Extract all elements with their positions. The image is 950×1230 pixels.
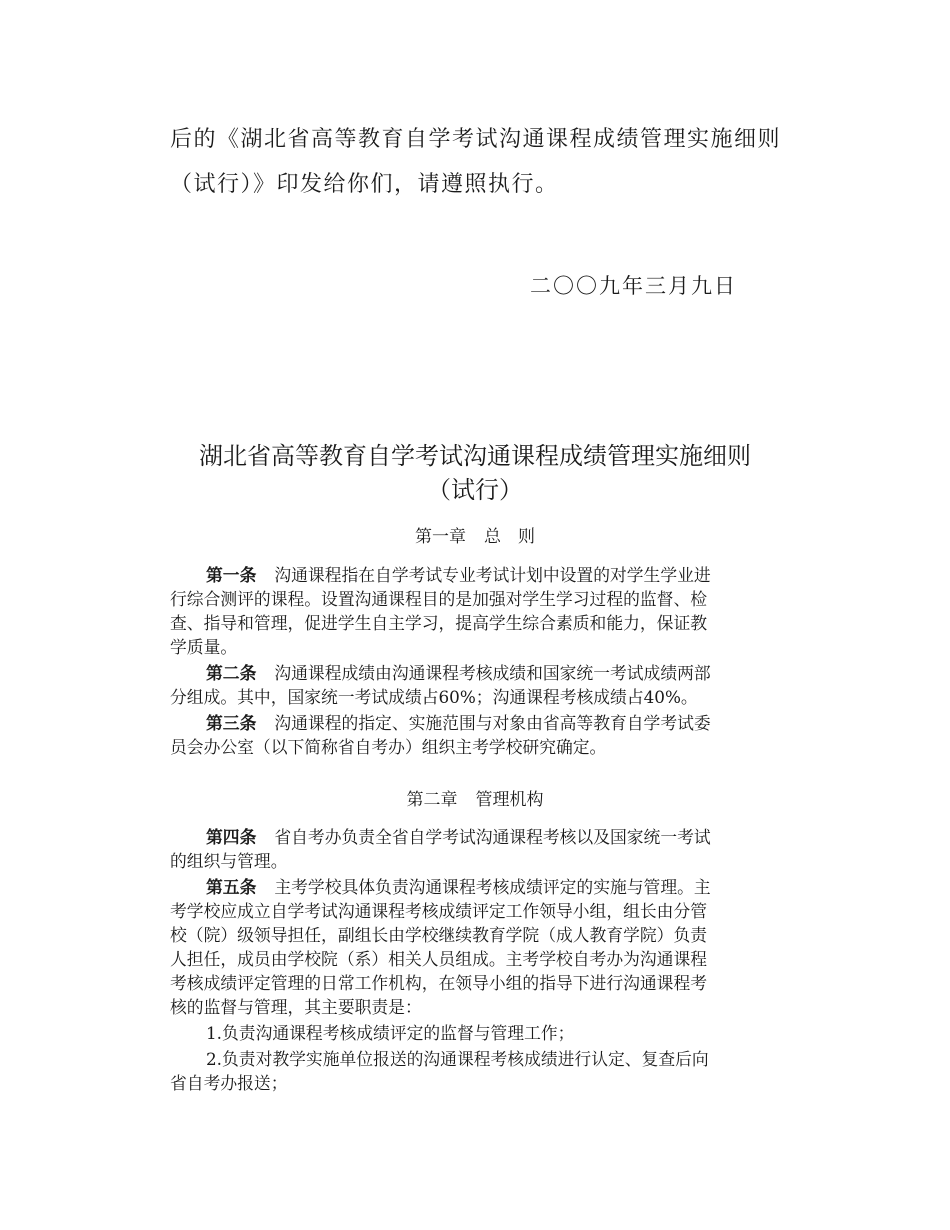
article-3-line-1 <box>206 710 711 734</box>
issue-date: 二〇〇九年三月九日 <box>530 274 737 298</box>
article-4-line-1 <box>206 824 711 848</box>
article-2-line-2: 分组成。其中，国家统一考试成绩占60%；沟通课程考核成绩占40%。 <box>170 687 698 707</box>
article-5-line-5: 考核成绩评定管理的日常工作机构，在领导小组的指导下进行沟通课程考 <box>170 973 708 993</box>
article-4-label: 第四条 <box>206 827 257 847</box>
article-5-line-4: 人担任，成员由学校院（系）相关人员组成。主考学校自考办为沟通课程 <box>170 949 708 969</box>
duty-item-2-line-2: 省自考办报送； <box>170 1073 288 1093</box>
article-5-line-1 <box>206 874 711 898</box>
chapter-1-label: 第一章 <box>415 527 466 547</box>
article-1-line-2: 行综合测评的课程。设置沟通课程目的是加强对学生学习过程的监督、检 <box>170 589 708 609</box>
article-5-label: 第五条 <box>206 877 257 897</box>
article-3-text: 沟通课程的指定、实施范围与对象由省高等教育自学考试委 <box>274 713 711 733</box>
article-1-label: 第一条 <box>206 565 257 585</box>
article-5-line-6: 核的监督与管理，其主要职责是： <box>170 997 422 1017</box>
article-1-line-4: 学质量。 <box>170 637 238 657</box>
article-1-text: 沟通课程指在自学考试专业考试计划中设置的对学生学业进 <box>274 565 711 585</box>
article-5-line-3: 校（院）级领导担任，副组长由学校继续教育学院（成人教育学院）负责 <box>170 925 708 945</box>
intro-line-2: （试行）》印发给你们，请遵照执行。 <box>170 172 559 197</box>
article-1-line-3: 查、指导和管理，促进学生自主学习，提高学生综合素质和能力，保证教 <box>170 613 708 633</box>
duty-item-1: 1.负责沟通课程考核成绩评定的监督与管理工作； <box>206 1023 575 1043</box>
article-2-label: 第二条 <box>206 663 257 683</box>
duty-item-2-line-1: 2.负责对教学实施单位报送的沟通课程考核成绩进行认定、复查后向 <box>206 1049 709 1069</box>
document-title: 湖北省高等教育自学考试沟通课程成绩管理实施细则 <box>199 442 751 470</box>
article-5-line-2: 考学校应成立自学考试沟通课程考核成绩评定工作领导小组，组长由分管 <box>170 901 708 921</box>
chapter-1-name: 总 则 <box>484 527 535 547</box>
article-1-line-1 <box>206 562 711 586</box>
chapter-1-heading <box>0 522 950 547</box>
article-2-line-1 <box>206 660 711 684</box>
article-5-text: 主考学校具体负责沟通课程考核成绩评定的实施与管理。主 <box>274 877 711 897</box>
chapter-2-label: 第二章 <box>406 790 458 810</box>
article-4-line-2: 的组织与管理。 <box>170 851 288 871</box>
article-2-text: 沟通课程成绩由沟通课程考核成绩和国家统一考试成绩两部 <box>274 663 711 683</box>
chapter-2-heading <box>0 785 950 810</box>
article-3-label: 第三条 <box>206 713 257 733</box>
intro-line-1: 后的《湖北省高等教育自学考试沟通课程成绩管理实施细则 <box>170 127 782 152</box>
chapter-2-name: 管理机构 <box>475 790 544 810</box>
article-3-line-2: 员会办公室（以下简称省自考办）组织主考学校研究确定。 <box>170 737 607 757</box>
document-subtitle: （试行） <box>427 476 523 504</box>
article-4-text: 省自考办负责全省自学考试沟通课程考核以及国家统一考试 <box>274 827 711 847</box>
